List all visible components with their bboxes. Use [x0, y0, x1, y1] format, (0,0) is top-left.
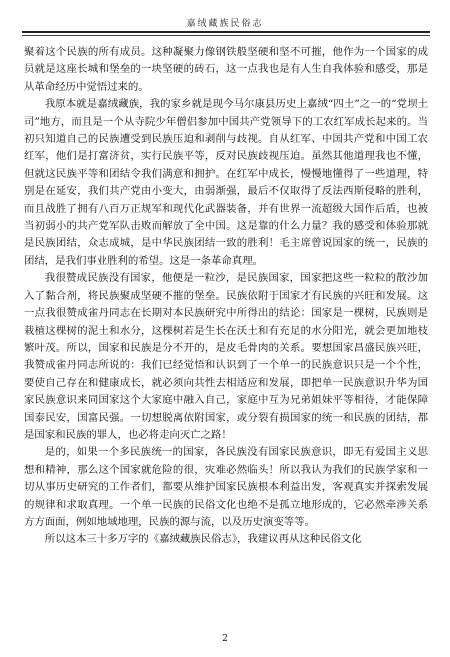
header-rule-thin — [22, 35, 430, 36]
header-rule-thick — [22, 31, 430, 33]
paragraph: 聚着这个民族的所有成员。这种凝聚力像钢铁般坚硬和坚不可摧，他作为一个国家的成员就是这座长城和堡垒的一块坚硬的砖石，这一点我也是有人生自我体验和感受，那是从革命经历中觉悟过来的。 — [24, 46, 428, 93]
paragraph: 我原本就是嘉绒藏族，我的家乡就是现今马尔康县历史上嘉绒“四土”之一的“党坝土司”地方，而且是一个从寺院少年僧侣参加中国共产党领导下的工农红军成长起来的。当初只知道自己的民族遭受到民族压迫和剥削与歧视。自从红军、中国共产党和中国工农红军，他们是打富济贫，实行民族平等，反对民族歧视压迫。虽然其他道理我也不懂，但就这民族平等和团结令我们满意和拥护。在红军中成长，慢慢地懂得了一些道理，特别是在延安，我们共产党由小变大，由弱渐强，最后不仅取得了反法西斯侵略的胜利，而且战胜了拥有八百万正规军和现代化武器装备，并有世界一流超级大国作后盾，也被当初弱小的共产党军队击败而解放了全中国。这是靠的什么力量？我的感受和体验那就是民族团结，众志成城，是中华民族团结一致的胜利！毛主席曾说国家的统一，民族的团结，是我们事业胜利的希望。这是一条革命真理。 — [24, 98, 428, 267]
running-header: 嘉绒藏族民俗志 — [186, 19, 264, 29]
page-number: 2 — [222, 634, 228, 644]
paragraph: 是的，如果一个多民族统一的国家，各民族没有国家民族意识，即无有爱国主义思想和精神，那么这个国家就危险的很，灾难必然临头！所以我认为我们的民族学家和一切从事历史研究的工作者们，都要从维护国家民族根本利益出发，客观真实并探索发展的规律和求取真理。一个单一民族的民俗文化也绝不是孤立地形成的，它必然牵涉关系方方面面，例如地域地理，民族的源与流，以及历史演变等等。 — [24, 446, 428, 528]
paragraph: 所以这本三十多万字的《嘉绒藏族民俗志》，我建议再从这种民俗文化 — [44, 533, 362, 546]
body-text — [24, 44, 428, 549]
paragraph: 我很赞成民族没有国家，他便是一粒沙，是民族国家，国家把这些一粒粒的散沙加入了黏合剂，将民族聚成坚硬不摧的堡垒。民族依附于国家才有民族的兴旺和发展。这一点我很赞成雀丹同志在长期对本民族研究中所得出的结论：国家是一棵树，民族则是栽植这棵树的泥土和水分，这棵树若是生长在沃土和有充足的水分阳光，就会更加地枝繁叶茂。所以，国家和民族是分不开的，是皮毛骨肉的关系。要想国家昌盛民族兴旺，我赞成雀丹同志所说的：我们已经觉悟和认识到了一个单一的民族意识只是一个个性，要使自己存在和健康成长，就必须向共性去相适应和发展，即把单一民族意识升华为国家民族意识来同国家这个大家庭中融入自己，家庭中互为兄弟姐妹平等相待，才能保障国泰民安，国富民强。一切想脱离依附国家，或分裂有损国家的统一和民族的团结，都是国家和民族的罪人，也必将走向灭亡之路！ — [24, 272, 428, 441]
